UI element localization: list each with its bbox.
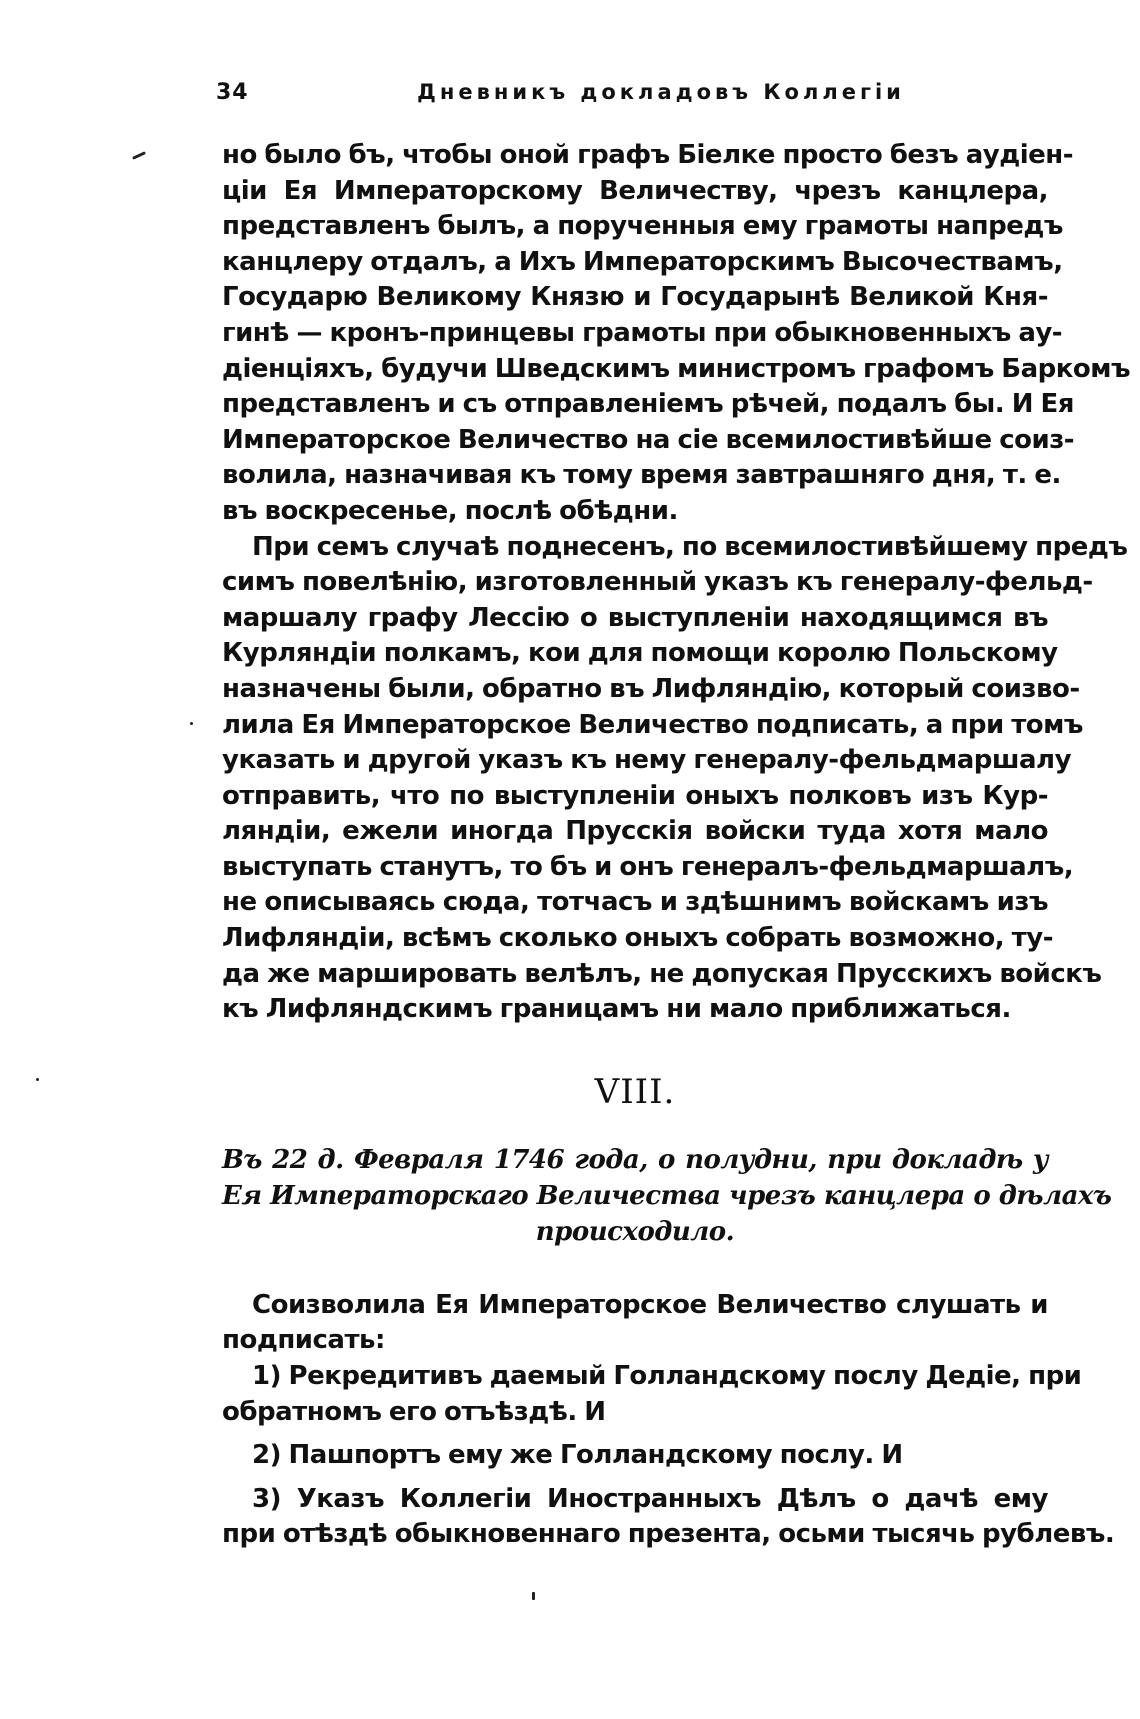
spacer	[222, 1430, 1048, 1438]
text-line: отправить, что по выступленіи оныхъ полковъ изъ Кур-	[222, 780, 1048, 811]
text-line: въ воскресенье, послѣ обѣдни.	[222, 495, 678, 526]
text-line: обратномъ его отъѣздѣ. И	[222, 1396, 606, 1427]
heading-line: происходило.	[535, 1216, 735, 1247]
text-line: да же маршировать велѣлъ, не допуская Прусскихъ войскъ	[222, 958, 1102, 989]
margin-mark	[532, 1592, 535, 1600]
list-item-1	[222, 1359, 1082, 1430]
spacer	[222, 1250, 1048, 1288]
text-line: ляндіи, ежели иногда Прусскія войски туда хотя мало	[222, 816, 1048, 847]
text-line: Императорское Величество на сіе всемилостивѣйше соиз-	[222, 424, 1075, 455]
page-number: 34	[216, 80, 249, 105]
text-line: При семъ случаѣ поднесенъ, по всемилостивѣйшему предъ	[252, 531, 1128, 562]
text-line: діенціяхъ, будучи Шведскимъ министромъ графомъ Баркомъ	[222, 353, 1131, 384]
text-line: выступать станутъ, то бъ и онъ генералъ-фельдмаршалъ,	[222, 851, 1074, 882]
text-line: симъ повелѣнію, изготовленный указъ къ генералу-фельд-	[222, 567, 1093, 598]
text-line: Лифляндіи, всѣмъ сколько оныхъ собрать возможно, ту-	[222, 923, 1053, 954]
text-line: назначены были, обратно въ Лифляндію, который соизво-	[222, 673, 1080, 704]
text-line: 3) Указъ Коллегіи Иностранныхъ Дѣлъ о дачѣ ему	[252, 1483, 1048, 1514]
paragraph-1	[222, 138, 1131, 530]
list-item-2	[222, 1438, 1048, 1474]
section-intro	[222, 1288, 1048, 1359]
running-title: Дневникъ докладовъ Коллегіи	[417, 80, 905, 104]
heading-line: Ея Императорскаго Величества чрезъ канцлера о дѣлахъ	[222, 1180, 1112, 1211]
text-line: Соизволила Ея Императорское Величество слушать и	[252, 1289, 1048, 1320]
text-line: при отѣздѣ обыкновеннаго презента, осьми тысячь рублевъ.	[222, 1519, 1115, 1550]
margin-mark	[190, 722, 193, 725]
text-line: ціи Ея Императорскому Величеству, чрезъ канцлера,	[222, 175, 1048, 206]
text-line: представленъ и съ отправленіемъ рѣчей, подалъ бы. И Ея	[222, 389, 1074, 420]
text-line: волила, назначивая къ тому время завтрашняго дня, т. е.	[222, 460, 1061, 491]
text-line: къ Лифляндскимъ границамъ ни мало приближаться.	[222, 994, 1011, 1025]
margin-mark	[132, 151, 146, 160]
text-line: 2) Пашпортъ ему же Голландскому послу. И	[252, 1440, 903, 1471]
text-line: 1) Рекредитивъ даемый Голландскому послу Дедіе, при	[252, 1361, 1082, 1392]
section-heading	[222, 1142, 1112, 1250]
list-item-3	[222, 1482, 1115, 1553]
text-line: представленъ былъ, а порученныя ему грамоты напредъ	[222, 211, 1063, 242]
text-line: маршалу графу Лессію о выступленіи находящимся въ	[222, 602, 1048, 633]
section-number: VIII.	[594, 1071, 676, 1112]
text-line: но было бъ, чтобы оной графъ Біелке просто безъ аудіен-	[222, 140, 1074, 170]
running-head	[216, 80, 1046, 112]
text-line: указать и другой указъ къ нему генералу-фельдмаршалу	[222, 745, 1072, 776]
spacer	[222, 1474, 1048, 1482]
text-line: гинѣ — кронъ-принцевы грамоты при обыкновенныхъ ау-	[222, 317, 1063, 348]
text-line: Курляндіи полкамъ, кои для помощи королю Польскому	[222, 638, 1058, 669]
text-line: лила Ея Императорское Величество подписать, а при томъ	[222, 709, 1083, 740]
heading-line: Въ 22 д. Февраля 1746 года, о полудни, при докладѣ у	[222, 1144, 1048, 1175]
text-line: подписать:	[222, 1325, 385, 1356]
margin-mark	[36, 1078, 39, 1081]
text-line: не описываясь сюда, тотчасъ и здѣшнимъ войскамъ изъ	[222, 887, 1048, 918]
paragraph-2	[222, 530, 1128, 1028]
text-line: Государю Великому Князю и Государынѣ Великой Кня-	[222, 282, 1048, 313]
body-text	[222, 138, 1131, 1553]
text-line: канцлеру отдалъ, а Ихъ Императорскимъ Высочествамъ,	[222, 246, 1063, 277]
